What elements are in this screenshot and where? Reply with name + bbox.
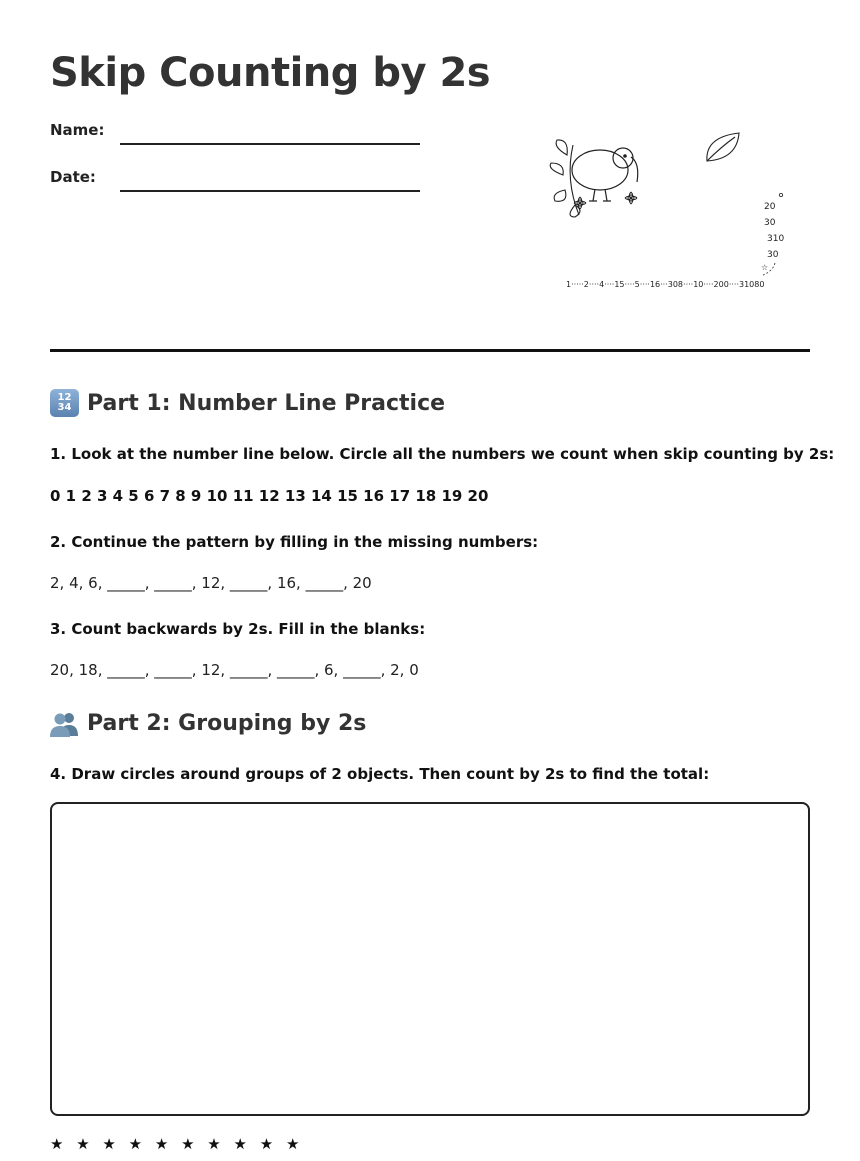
page-title: Skip Counting by 2s bbox=[50, 50, 491, 96]
part1-heading bbox=[50, 389, 445, 417]
illus-number: 20 bbox=[764, 202, 776, 212]
illus-number: 30 bbox=[767, 250, 779, 260]
drawing-area[interactable] bbox=[50, 802, 810, 1116]
number-line-numbers: 0 1 2 3 4 5 6 7 8 9 10 11 12 13 14 15 16 17 18 19 20 bbox=[50, 487, 489, 505]
leaf-branch-icon bbox=[550, 140, 580, 217]
name-field[interactable] bbox=[120, 143, 420, 145]
question-2: 2. Continue the pattern by filling in the missing numbers: bbox=[50, 533, 539, 551]
question-3: 3. Count backwards by 2s. Fill in the blanks: bbox=[50, 620, 426, 638]
question-2-pattern: 2, 4, 6, _____, _____, 12, _____, 16, _____, 20 bbox=[50, 574, 372, 592]
svg-text:☆: ☆ bbox=[761, 263, 769, 272]
leaf-icon bbox=[707, 133, 739, 161]
illus-number: 30 bbox=[764, 218, 776, 228]
date-field[interactable] bbox=[120, 190, 420, 192]
illus-number-line: 1·····2····4····15····5····16···308····10····200····31080 bbox=[566, 280, 765, 289]
part2-heading bbox=[50, 709, 366, 737]
question-3-pattern: 20, 18, _____, _____, 12, _____, _____, 6, _____, 2, 0 bbox=[50, 661, 419, 679]
kiwi-illustration bbox=[545, 125, 795, 300]
date-label: Date: bbox=[50, 168, 96, 186]
star-row: ★ ★ ★ ★ ★ ★ ★ ★ ★ ★ bbox=[50, 1135, 304, 1153]
input-numbers-icon: 12 34 bbox=[50, 389, 79, 417]
part2-heading-text: Part 2: Grouping by 2s bbox=[87, 710, 367, 736]
question-1: 1. Look at the number line below. Circle all the numbers we count when skip counting by 2s: bbox=[50, 445, 835, 463]
name-label: Name: bbox=[50, 121, 105, 139]
illus-number: 310 bbox=[767, 234, 785, 244]
kiwi-bird-icon bbox=[572, 148, 638, 201]
divider bbox=[50, 349, 810, 352]
question-4: 4. Draw circles around groups of 2 objects. Then count by 2s to find the total: bbox=[50, 765, 710, 783]
part1-heading-text: Part 1: Number Line Practice bbox=[87, 390, 446, 416]
two-people-icon bbox=[50, 709, 79, 737]
